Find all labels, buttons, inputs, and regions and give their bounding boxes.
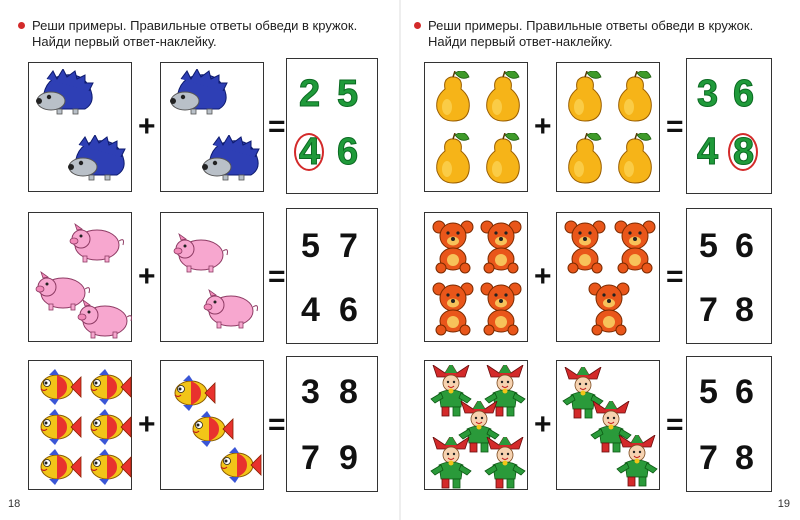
equals-sign: = xyxy=(268,408,286,441)
red-circle-mark xyxy=(728,133,758,171)
equals-sign: = xyxy=(666,408,684,441)
answer-box-1 xyxy=(686,58,772,194)
instruction-text: Реши примеры. Правильные ответы обведи в кружок. Найди первый ответ-наклейку. xyxy=(428,18,778,50)
addend-box-1 xyxy=(424,62,528,192)
fish-icon xyxy=(187,409,235,449)
answer-box-3 xyxy=(686,356,772,492)
addend-box-1 xyxy=(424,212,528,342)
answer-digit[interactable]: 6 xyxy=(735,227,754,265)
right-page xyxy=(400,0,800,520)
answer-box-1 xyxy=(286,58,378,194)
addend-box-2 xyxy=(556,360,660,490)
pear-icon xyxy=(563,71,607,125)
answer-digit[interactable]: 3 xyxy=(301,373,320,411)
fish-icon xyxy=(35,447,83,487)
pear-icon xyxy=(481,71,525,125)
teddy-bear-icon xyxy=(479,281,523,337)
pig-icon xyxy=(69,221,129,265)
addend-box-2 xyxy=(556,212,660,342)
addend-box-2 xyxy=(556,62,660,192)
addend-box-1 xyxy=(28,212,132,342)
fish-icon xyxy=(85,407,133,447)
answer-digit[interactable]: 8 xyxy=(339,373,358,411)
hedgehog-icon xyxy=(169,69,229,117)
plus-sign: + xyxy=(138,110,156,143)
answer-digit[interactable]: 5 xyxy=(301,227,320,265)
answer-digit[interactable]: 4 xyxy=(301,291,320,329)
bullet-icon xyxy=(18,22,25,29)
pear-icon xyxy=(563,133,607,187)
teddy-bear-icon xyxy=(431,219,475,275)
answer-digit[interactable]: 7 xyxy=(301,439,320,477)
plus-sign: + xyxy=(534,260,552,293)
answer-digit[interactable]: 6 xyxy=(735,373,754,411)
instruction-text: Реши примеры. Правильные ответы обведи в кружок. Найди первый ответ-наклейку. xyxy=(32,18,382,50)
answer-digit[interactable]: 6 xyxy=(733,73,755,115)
answer-digit[interactable]: 8 xyxy=(733,131,755,173)
page-number: 18 xyxy=(8,498,21,510)
plus-sign: + xyxy=(138,408,156,441)
teddy-bear-icon xyxy=(587,281,631,337)
answer-digit[interactable]: 7 xyxy=(699,291,718,329)
answer-digit[interactable]: 2 xyxy=(299,73,321,115)
answer-digit[interactable]: 7 xyxy=(699,439,718,477)
pear-icon xyxy=(613,71,657,125)
answer-digit[interactable]: 6 xyxy=(337,131,359,173)
fish-icon xyxy=(169,373,217,413)
answer-box-3 xyxy=(286,356,378,492)
jester-doll-icon xyxy=(615,435,659,487)
jester-doll-icon xyxy=(483,437,527,489)
addend-box-2 xyxy=(160,62,264,192)
pig-icon xyxy=(77,297,137,341)
answer-digit[interactable]: 5 xyxy=(337,73,359,115)
teddy-bear-icon xyxy=(563,219,607,275)
equals-sign: = xyxy=(666,260,684,293)
pear-icon xyxy=(431,71,475,125)
teddy-bear-icon xyxy=(431,281,475,337)
answer-digit[interactable]: 5 xyxy=(699,373,718,411)
teddy-bear-icon xyxy=(613,219,657,275)
addend-box-2 xyxy=(160,212,264,342)
teddy-bear-icon xyxy=(479,219,523,275)
fish-icon xyxy=(85,447,133,487)
pig-icon xyxy=(203,287,263,331)
answer-digit[interactable]: 3 xyxy=(697,73,719,115)
answer-digit[interactable]: 8 xyxy=(735,291,754,329)
answer-box-2 xyxy=(286,208,378,344)
equals-sign: = xyxy=(666,110,684,143)
addend-box-1 xyxy=(28,360,132,490)
fish-icon xyxy=(35,407,83,447)
answer-digit[interactable]: 4 xyxy=(299,131,321,173)
answer-digit[interactable]: 4 xyxy=(697,131,719,173)
addend-box-1 xyxy=(28,62,132,192)
answer-digit[interactable]: 9 xyxy=(339,439,358,477)
fish-icon xyxy=(35,367,83,407)
pear-icon xyxy=(481,133,525,187)
pig-icon xyxy=(173,231,233,275)
fish-icon xyxy=(85,367,133,407)
addend-box-2 xyxy=(160,360,264,490)
plus-sign: + xyxy=(534,110,552,143)
equals-sign: = xyxy=(268,260,286,293)
answer-digit[interactable]: 8 xyxy=(735,439,754,477)
pear-icon xyxy=(431,133,475,187)
answer-box-2 xyxy=(686,208,772,344)
answer-digit[interactable]: 6 xyxy=(339,291,358,329)
hedgehog-icon xyxy=(201,135,261,183)
addend-box-1 xyxy=(424,360,528,490)
plus-sign: + xyxy=(138,260,156,293)
pear-icon xyxy=(613,133,657,187)
jester-doll-icon xyxy=(429,437,473,489)
equals-sign: = xyxy=(268,110,286,143)
hedgehog-icon xyxy=(35,69,95,117)
fish-icon xyxy=(215,445,263,485)
answer-digit[interactable]: 5 xyxy=(699,227,718,265)
answer-digit[interactable]: 7 xyxy=(339,227,358,265)
page-number: 19 xyxy=(777,498,790,510)
bullet-icon xyxy=(414,22,421,29)
hedgehog-icon xyxy=(67,135,127,183)
red-circle-mark xyxy=(294,133,324,171)
plus-sign: + xyxy=(534,408,552,441)
